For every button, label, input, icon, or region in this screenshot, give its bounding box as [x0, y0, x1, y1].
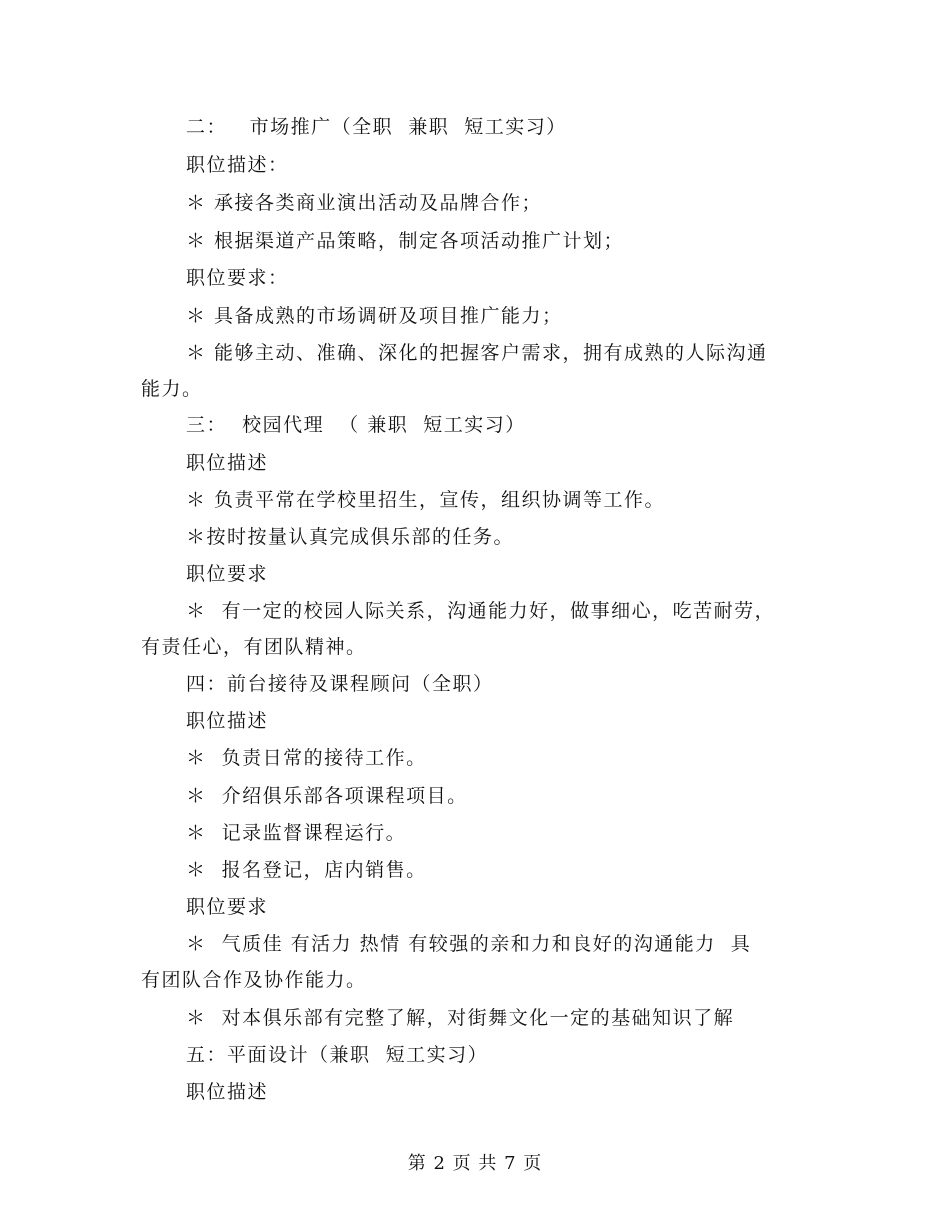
section-heading-marketing: 二： 市场推广（全职 兼职 短工实习）: [186, 116, 567, 138]
section-heading-graphic-design: 五：平面设计（兼职 短工实习）: [186, 1044, 489, 1066]
bullet-item: ＊ 具备成熟的市场调研及项目推广能力；: [186, 305, 563, 327]
job-requirements-label: 职位要求: [186, 896, 269, 918]
job-description-label: 职位描述：: [186, 154, 289, 176]
page-number-footer: 第 2 页 共 7 页: [407, 1153, 543, 1174]
section-heading-reception: 四：前台接待及课程顾问（全职）: [186, 673, 494, 695]
bullet-item: ＊ 气质佳 有活力 热情 有较强的亲和力和良好的沟通能力 具: [186, 933, 752, 955]
bullet-item: ＊ 有一定的校园人际关系，沟通能力好，做事细心，吃苦耐劳，: [186, 600, 776, 622]
bullet-item: ＊ 负责平常在学校里招生，宣传，组织协调等工作。: [186, 489, 666, 511]
job-description-label: 职位描述: [186, 1081, 269, 1103]
bullet-item: ＊ 报名登记，店内销售。: [186, 859, 427, 881]
bullet-item-continuation: 能力。: [141, 378, 203, 400]
bullet-item: ＊ 对本俱乐部有完整了解，对街舞文化一定的基础知识了解: [186, 1007, 735, 1029]
section-heading-campus-agent: 三： 校园代理 （ 兼职 短工实习）: [186, 414, 526, 436]
job-requirements-label: 职位要求：: [186, 267, 289, 289]
bullet-item-continuation: 有责任心，有团队精神。: [141, 636, 367, 658]
bullet-item-continuation: 有团队合作及协作能力。: [141, 969, 367, 991]
bullet-item: ＊ 根据渠道产品策略，制定各项活动推广计划；: [186, 230, 625, 252]
bullet-item: ＊ 记录监督课程运行。: [186, 822, 407, 844]
bullet-item: ＊ 能够主动、准确、深化的把握客户需求，拥有成熟的人际沟通: [186, 342, 768, 364]
bullet-item: ＊按时按量认真完成俱乐部的任务。: [186, 526, 515, 548]
job-description-label: 职位描述: [186, 452, 269, 474]
job-requirements-label: 职位要求: [186, 563, 269, 585]
bullet-item: ＊ 承接各类商业演出活动及品牌合作；: [186, 192, 543, 214]
bullet-item: ＊ 介绍俱乐部各项课程项目。: [186, 785, 468, 807]
bullet-item: ＊ 负责日常的接待工作。: [186, 747, 427, 769]
job-description-label: 职位描述: [186, 710, 269, 732]
